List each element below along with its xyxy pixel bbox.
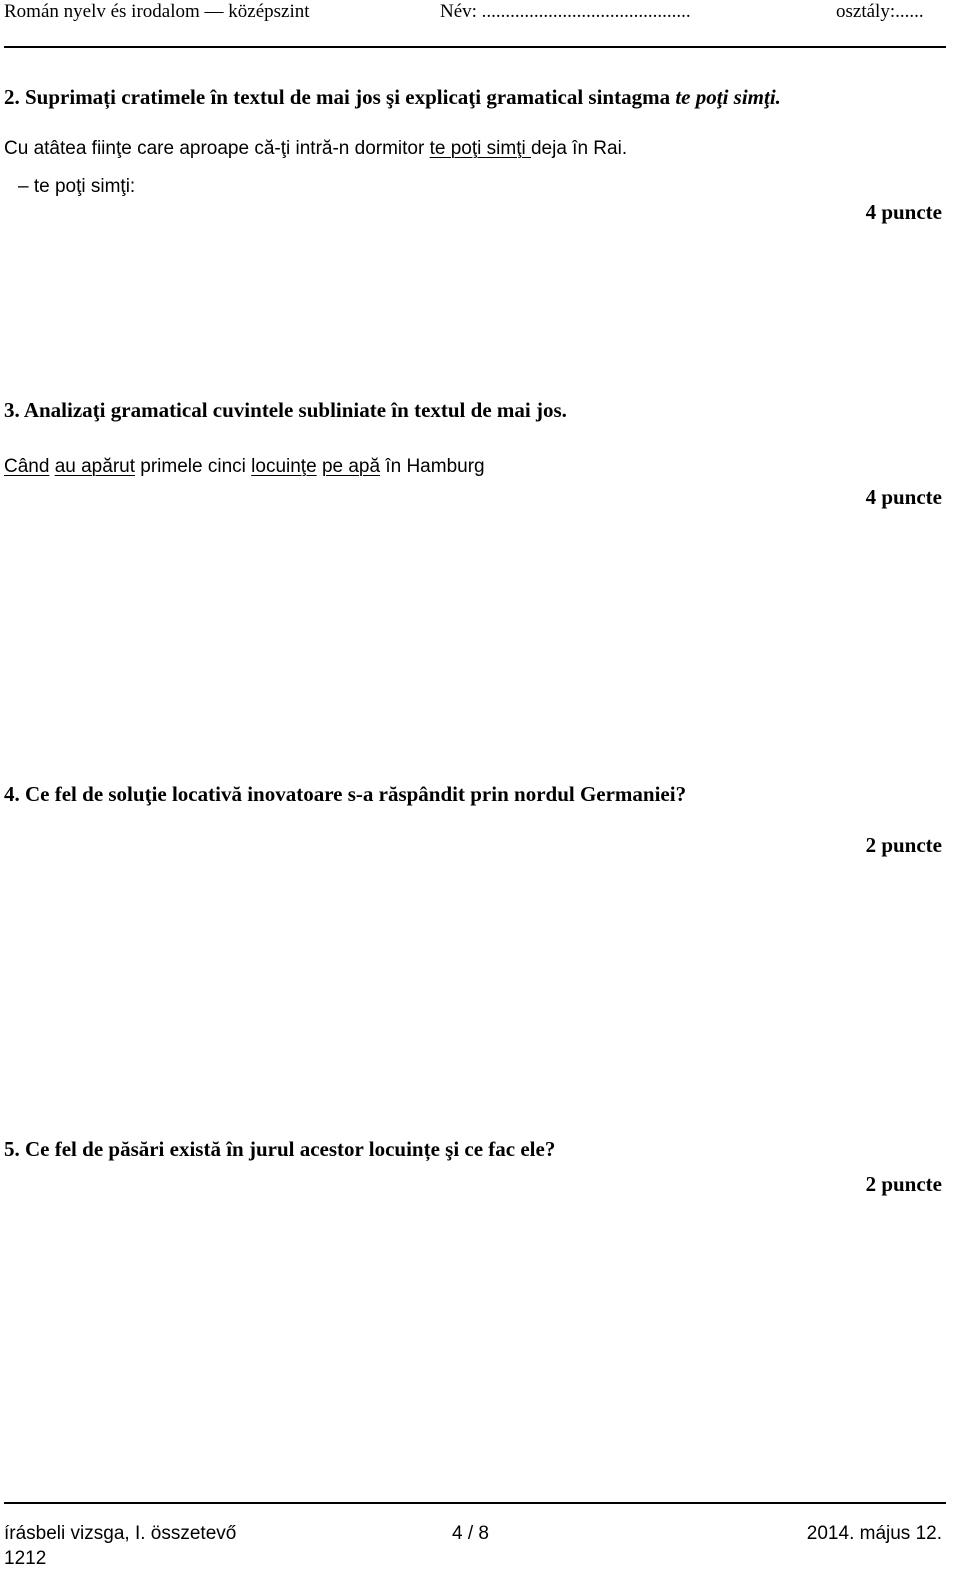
question-2-phrase: te poţi simţi. <box>675 85 781 109</box>
footer-date: 2014. május 12. <box>806 1523 942 1544</box>
question-2-prefix: 2. Suprimați cratimele în textul de mai jos şi explicaţi gramatical sintagma <box>4 85 676 109</box>
footer-code: 1212 <box>4 1548 47 1569</box>
question-4-points: 2 puncte <box>865 833 942 857</box>
question-5-title: 5. Ce fel de păsări există în jurul acestor locuințe şi ce fac ele? <box>4 1137 556 1161</box>
question-3-title: 3. Analizaţi gramatical cuvintele subliniate în textul de mai jos. <box>4 398 567 422</box>
question-2-sentence <box>4 137 627 161</box>
q3-text-1: primele cinci <box>135 456 252 477</box>
question-5-points: 2 puncte <box>865 1172 942 1196</box>
q3-text-2: în Hamburg <box>380 456 485 477</box>
header-subject: Román nyelv és irodalom — középszint <box>4 1 310 22</box>
header-name-field: Név: ............................................ <box>440 1 691 22</box>
question-3-sentence <box>4 455 485 479</box>
q2-sentence-after: deja în Rai. <box>530 138 628 159</box>
q3-word-cand: Când <box>4 456 50 477</box>
question-3-points: 4 puncte <box>865 485 942 509</box>
q2-underlined-phrase: te poţi simţi <box>429 138 531 159</box>
header-class-field: osztály:...... <box>836 1 924 22</box>
q3-word-pe-apa: pe apă <box>321 456 381 477</box>
question-2-points: 4 puncte <box>865 200 942 224</box>
header-rule <box>4 46 946 48</box>
question-4-title: 4. Ce fel de soluţie locativă inovatoare s-a răspândit prin nordul Germaniei? <box>4 782 687 806</box>
footer-exam-label: írásbeli vizsga, I. összetevő <box>4 1523 237 1544</box>
footer-page-number: 4 / 8 <box>452 1523 489 1544</box>
footer-rule <box>4 1502 946 1504</box>
q3-word-au-aparut: au apărut <box>54 456 135 477</box>
question-2-title <box>4 84 781 110</box>
question-2-answer-label: – te poţi simţi: <box>18 176 136 197</box>
q2-sentence-before: Cu atâtea fiinţe care aproape că-ţi intră-n dormitor <box>4 138 430 159</box>
q3-word-locuinte: locuinţe <box>251 456 317 477</box>
